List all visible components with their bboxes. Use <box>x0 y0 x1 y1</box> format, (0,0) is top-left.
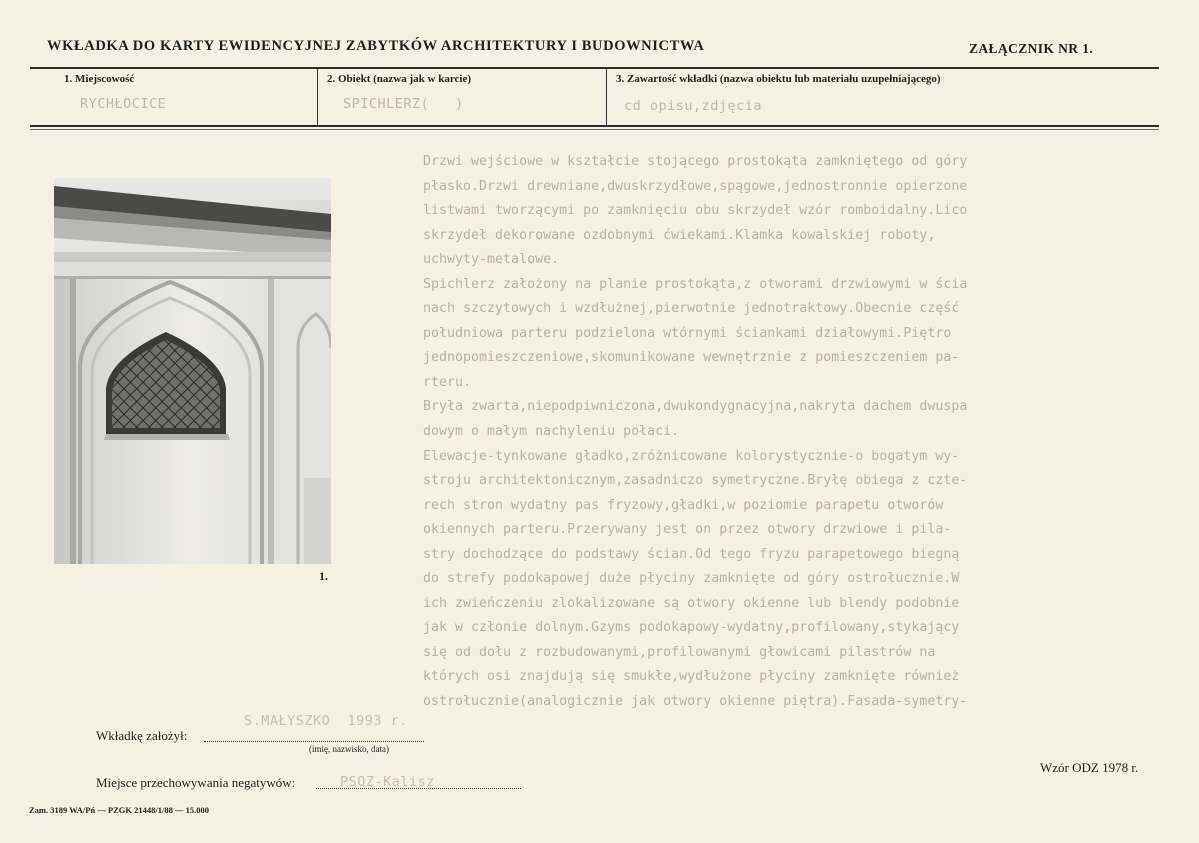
description-line: płasko.Drzwi drewniane,dwuskrzydłowe,spągowe,jednostronnie opierzone <box>423 178 968 194</box>
header-bottom-rule-thin <box>30 129 1159 130</box>
description-line: uchwyty-metalowe. <box>423 252 560 268</box>
founder-label: Wkładkę założył: <box>96 728 188 743</box>
content-label: 3. Zawartość wkładki (nazwa obiektu lub materiału uzupełniającego) <box>616 73 941 85</box>
description-line: stry dochodzące do podstawy ścian.Od tego fryzu parapetowego biegną <box>423 546 960 562</box>
description-line: Spichlerz założony na planie prostokąta,z otworami drzwiowymi w ścia <box>423 276 968 292</box>
description-line: ostrołucznie(analogicznie jak otwory okienne piętra).Fasada-symetry- <box>423 694 968 710</box>
field-divider-1 <box>317 69 318 126</box>
description-line: południowa parteru podzielona wtórnymi ściankami działowymi.Piętro <box>423 325 952 341</box>
print-footer: Zam. 3189 WA/Pń — PZGK 21448/1/88 — 15.000 <box>29 805 210 815</box>
founder-value: S.MAŁYSZKO 1993 r. <box>244 713 408 729</box>
description-line: Elewacje-tynkowane gładko,zróżnicowane kolorystycznie-o bogatym wy- <box>423 448 960 464</box>
header-top-rule <box>30 67 1159 69</box>
description-line: Bryła zwarta,niepodpiwniczona,dwukondygnacyjna,nakryta dachem dwuspa <box>423 399 968 415</box>
content-value: cd opisu,zdjęcia <box>624 98 763 114</box>
annex-number: ZAŁĄCZNIK NR 1. <box>969 41 1094 56</box>
description-line: nach szczytowych i wzdłużnej,pierwotnie jednotraktowy.Obecnie część <box>423 301 960 317</box>
description-text <box>423 150 1143 715</box>
object-label: 2. Obiekt (nazwa jak w karcie) <box>327 73 472 85</box>
description-line: jak w członie dolnym.Gzyms podokapowy-wydatny,profilowany,stykający <box>423 620 960 636</box>
founder-hint: (imię, nazwisko, data) <box>309 744 389 754</box>
header-bottom-rule <box>30 125 1159 127</box>
object-value: SPICHLERZ( ) <box>343 96 464 112</box>
description-line: Drzwi wejściowe w kształcie stojącego prostokąta zamkniętego od góry <box>423 154 968 169</box>
description-line: skrzydeł dekorowane ozdobnymi ćwiekami.Klamka kowalskiej roboty, <box>423 227 936 243</box>
gothic-window-photo <box>54 178 331 564</box>
description-line: jednopomieszczeniowe,skomunikowane wewnętrznie z pomieszczeniem pa- <box>423 350 960 366</box>
building-photo <box>54 178 331 564</box>
description-line: rteru. <box>423 374 472 390</box>
description-line: stroju architektonicznym,zasadniczo symetryczne.Bryłę obiega z czte- <box>423 473 968 489</box>
locality-label: 1. Miejscowość <box>64 73 135 85</box>
founder-line <box>204 741 424 742</box>
description-line: do strefy podokapowej duże płyciny zamknięte od góry ostrołucznie.W <box>423 571 960 587</box>
description-line: się od dołu z rozbudowanymi,profilowanymi głowicami pilastrów na <box>423 644 936 660</box>
locality-value: RYCHŁOCICE <box>80 96 167 112</box>
description-line: których osi znajdują się smukłe,wydłużone płyciny zamknięte również <box>423 669 960 685</box>
description-line: okiennych parteru.Przerywany jest on przez otwory drzwiowe i pila- <box>423 522 952 538</box>
description-line: rech stron wydatny pas fryzowy,gładki,w poziomie parapetu otworów <box>423 497 944 513</box>
negatives-label: Miejsce przechowywania negatywów: <box>96 775 296 790</box>
description-line: dowym o małym nachyleniu połaci. <box>423 424 680 440</box>
field-divider-2 <box>606 69 607 126</box>
negatives-value: PSOZ-Kalisz <box>340 774 435 790</box>
form-version: Wzór ODZ 1978 r. <box>1040 760 1139 775</box>
form-title: WKŁADKA DO KARTY EWIDENCYJNEJ ZABYTKÓW ARCHITEKTURY I BUDOWNICTWA <box>47 38 705 54</box>
description-line: ich zwieńczeniu zlokalizowane są otwory okienne lub blendy podobnie <box>423 595 960 611</box>
photo-number: 1. <box>319 569 328 583</box>
description-line: listwami tworzącymi po zamknięciu obu skrzydeł wzór romboidalny.Lico <box>423 203 968 219</box>
